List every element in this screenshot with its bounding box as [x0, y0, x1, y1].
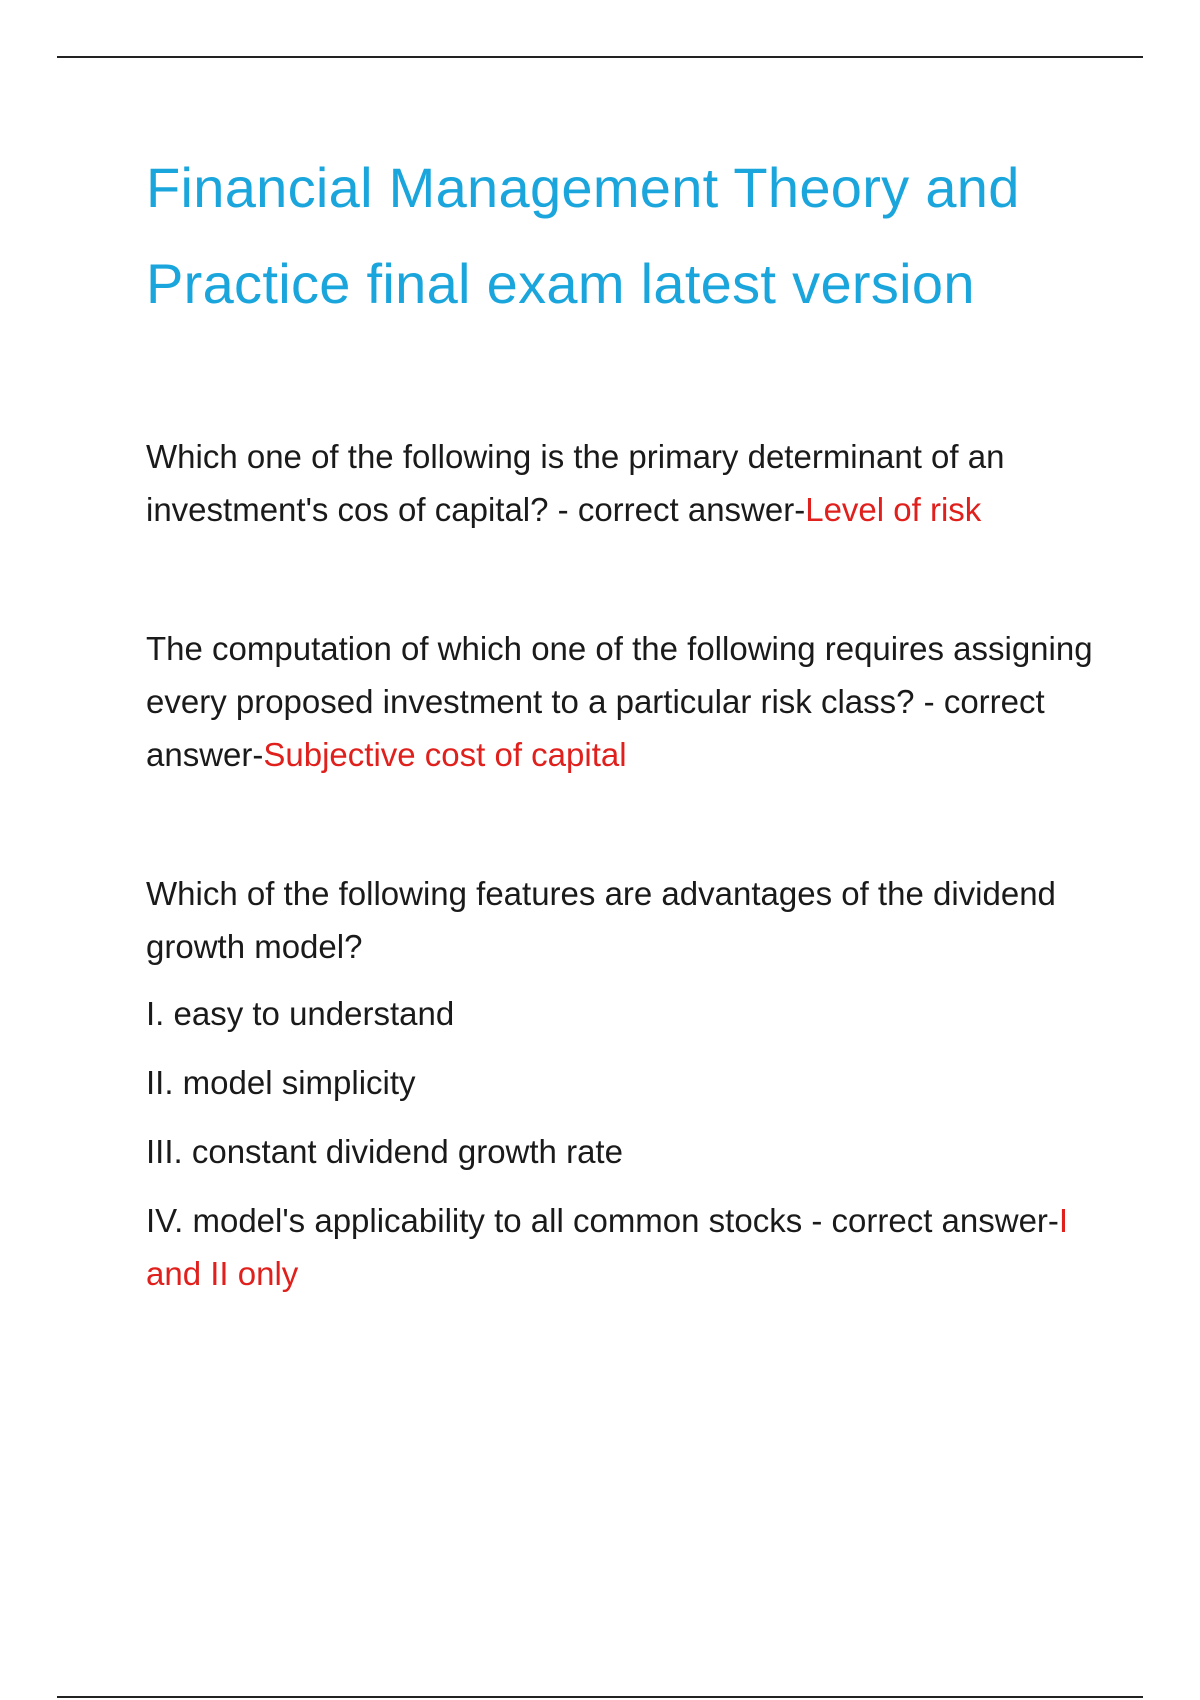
- question-3-option-4: [146, 1194, 1106, 1300]
- document-title: Financial Management Theory and Practice final exam latest version: [146, 156, 1020, 315]
- question-3-option-3: III. constant dividend growth rate: [146, 1133, 623, 1170]
- question-3-answer: I and II only: [146, 1202, 1069, 1292]
- question-3: [146, 867, 1106, 973]
- bottom-divider: [57, 1696, 1143, 1698]
- question-2-answer: Subjective cost of capital: [263, 736, 627, 773]
- question-3-option-2: II. model simplicity: [146, 1064, 416, 1101]
- question-2-text: The computation of which one of the following requires assigning every proposed investment to a particular risk class? - correct answer-: [146, 630, 1093, 773]
- question-1-answer: Level of risk: [805, 491, 982, 528]
- question-3-text: Which of the following features are advantages of the dividend growth model?: [146, 875, 1056, 965]
- question-3-option-4-text: IV. model's applicability to all common stocks - correct answer-: [146, 1202, 1059, 1239]
- question-1: [146, 430, 1106, 536]
- top-divider: [57, 56, 1143, 58]
- question-2: [146, 622, 1106, 781]
- question-3-option-1: I. easy to understand: [146, 995, 455, 1032]
- document-body: [146, 140, 1106, 1300]
- question-1-text: Which one of the following is the primary determinant of an investment's cos of capital? - correct answer-: [146, 438, 1005, 528]
